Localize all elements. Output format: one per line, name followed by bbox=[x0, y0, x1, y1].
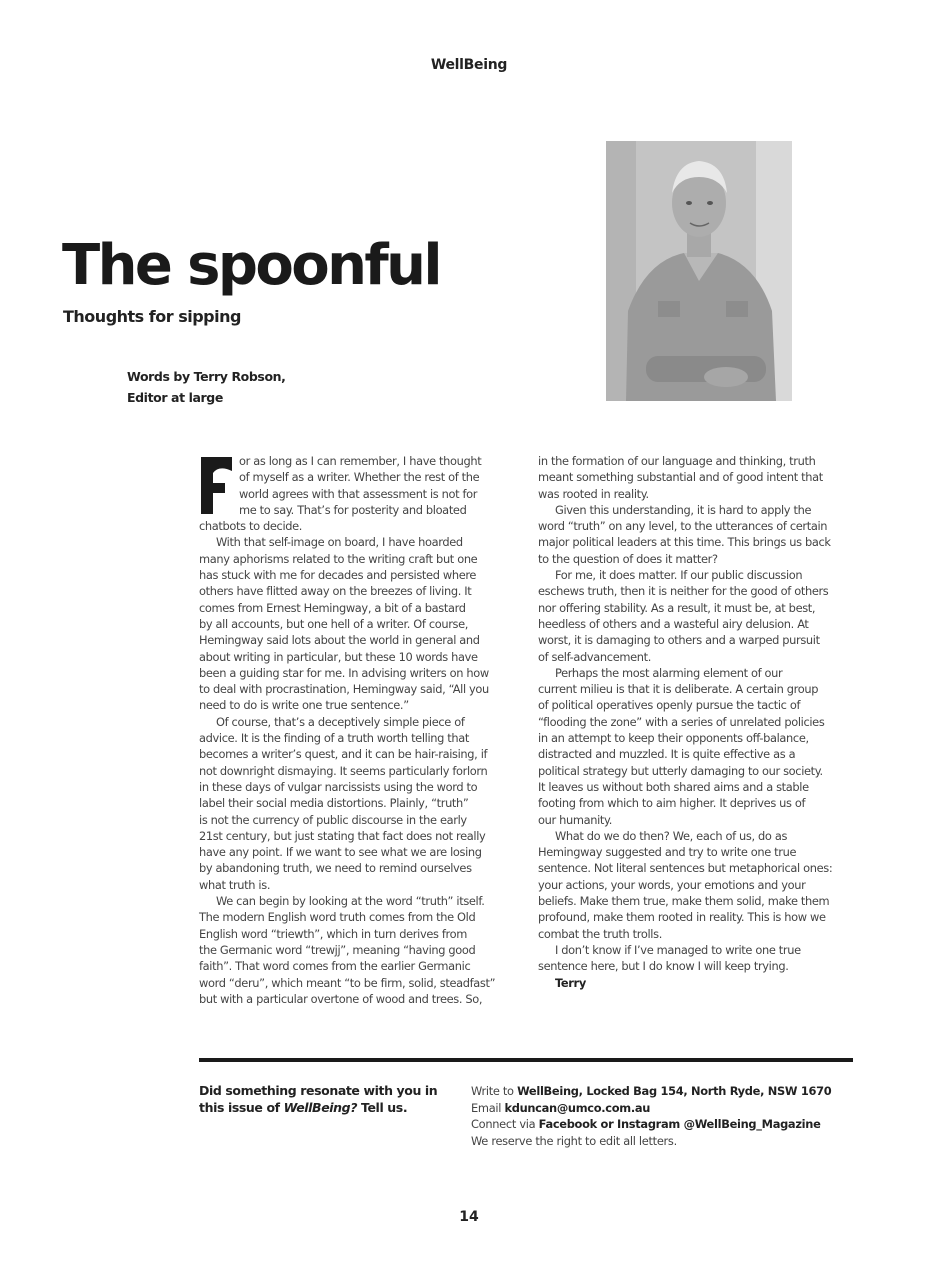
feedback-prompt bbox=[199, 1083, 449, 1116]
body-line: sentence here, but I do know I will keep trying. bbox=[538, 959, 789, 974]
byline-role: Editor at large bbox=[127, 390, 223, 405]
body-column-left bbox=[199, 453, 515, 1007]
body-line: meant something substantial and of good intent that bbox=[538, 470, 823, 485]
author-signature: Terry bbox=[555, 975, 586, 990]
body-line: nor offering stability. As a result, it must be, at best, bbox=[538, 600, 816, 615]
body-line: word “deru”, which meant “to be firm, solid, steadfast” bbox=[199, 975, 496, 990]
body-line: to deal with procrastination, Hemingway said, “All you bbox=[199, 682, 489, 697]
prompt-prefix: this issue of bbox=[199, 1099, 284, 1115]
body-line: to the question of does it matter? bbox=[538, 551, 718, 566]
email-label: Email bbox=[471, 1100, 505, 1115]
page-number: 14 bbox=[459, 1209, 479, 1225]
body-line: of myself as a writer. Whether the rest of the bbox=[239, 470, 480, 485]
body-line: chatbots to decide. bbox=[199, 519, 303, 534]
body-line: been a guiding star for me. In advising writers on how bbox=[199, 665, 489, 680]
body-line: combat the truth trolls. bbox=[538, 926, 662, 941]
body-line: in these days of vulgar narcissists using the word to bbox=[199, 779, 478, 794]
body-line: Given this understanding, it is hard to apply the bbox=[555, 502, 812, 517]
article-title: The spoonful bbox=[62, 233, 440, 298]
body-line: footing from which to aim higher. It deprives us of bbox=[538, 796, 806, 811]
body-line: your actions, your words, your emotions and your bbox=[538, 877, 806, 892]
body-line: or as long as I can remember, I have thought bbox=[239, 454, 482, 468]
body-line: political strategy but utterly damaging to our society. bbox=[538, 763, 823, 778]
contact-social-line bbox=[471, 1116, 831, 1133]
body-line: Of course, that’s a deceptively simple piece of bbox=[216, 714, 465, 729]
prompt-line-2 bbox=[199, 1100, 449, 1117]
article-byline bbox=[127, 366, 286, 408]
magazine-masthead: WellBeing bbox=[430, 57, 508, 73]
body-line: many aphorisms related to the writing craft but one bbox=[199, 551, 478, 566]
body-line: becomes a writer’s quest, and it can be hair-raising, if bbox=[199, 747, 488, 762]
body-line: sentence. Not literal sentences but metaphorical ones: bbox=[538, 861, 833, 876]
body-line: What do we do then? We, each of us, do as bbox=[555, 828, 788, 843]
author-photo bbox=[606, 141, 792, 401]
body-line: faith”. That word comes from the earlier Germanic bbox=[199, 959, 471, 974]
article-subtitle: Thoughts for sipping bbox=[63, 307, 241, 326]
body-column-right bbox=[538, 453, 854, 991]
body-line: comes from Ernest Hemingway, a bit of a bastard bbox=[199, 600, 466, 615]
mailing-address: WellBeing, Locked Bag 154, North Ryde, NSW 1670 bbox=[517, 1084, 832, 1098]
connect-label: Connect via bbox=[471, 1117, 539, 1131]
body-line: by abandoning truth, we need to remind ourselves bbox=[199, 861, 472, 876]
body-line: by all accounts, but one hell of a writer. Of course, bbox=[199, 616, 469, 631]
body-line: have any point. If we want to see what we are losing bbox=[199, 845, 482, 860]
contact-email-line bbox=[471, 1100, 831, 1117]
body-line: heedless of others and a wasteful airy delusion. At bbox=[538, 616, 809, 631]
body-line: in the formation of our language and thinking, truth bbox=[538, 454, 816, 468]
body-line: is not the currency of public discourse in the early bbox=[199, 812, 467, 827]
body-line: 21st century, but just stating that fact does not really bbox=[199, 828, 486, 843]
prompt-suffix: Tell us. bbox=[357, 1099, 408, 1115]
body-line: profound, make them rooted in reality. This is how we bbox=[538, 910, 826, 925]
body-line: worst, it is damaging to others and a warped pursuit bbox=[538, 633, 820, 648]
body-line: distracted and muzzled. It is quite effective as a bbox=[538, 747, 796, 762]
body-line: the Germanic word “trewjj”, meaning “having good bbox=[199, 942, 476, 957]
byline-author: Words by Terry Robson, bbox=[127, 369, 286, 384]
email-address-link[interactable]: kduncan@umco.com.au bbox=[504, 1100, 651, 1115]
body-line: We can begin by looking at the word “truth” itself. bbox=[216, 894, 485, 909]
editorial-disclaimer: We reserve the right to edit all letters. bbox=[471, 1133, 677, 1148]
body-line: but with a particular overtone of wood and trees. So, bbox=[199, 991, 483, 1006]
body-line: others have flitted away on the breezes of living. It bbox=[199, 584, 472, 599]
body-line: world agrees with that assessment is not for bbox=[239, 486, 478, 501]
body-line: of political operatives openly pursue the tactic of bbox=[538, 698, 801, 713]
body-line: has stuck with me for decades and persisted where bbox=[199, 568, 477, 583]
body-line: I don’t know if I’ve managed to write one true bbox=[555, 942, 801, 957]
body-line: Hemingway said lots about the world in general and bbox=[199, 633, 480, 648]
write-label: Write to bbox=[471, 1084, 518, 1098]
prompt-magazine-name: WellBeing? bbox=[283, 1099, 358, 1115]
body-line: what truth is. bbox=[199, 877, 271, 892]
social-channels[interactable]: Facebook or Instagram @WellBeing_Magazine bbox=[538, 1117, 821, 1131]
body-line: For me, it does matter. If our public discussion bbox=[555, 568, 803, 583]
body-line: The modern English word truth comes from the Old bbox=[199, 910, 476, 925]
body-line: eschews truth, then it is neither for the good of others bbox=[538, 584, 829, 599]
body-line: of self-advancement. bbox=[538, 649, 652, 664]
body-line: in an attempt to keep their opponents off-balance, bbox=[538, 731, 809, 746]
prompt-line-1: Did something resonate with you in bbox=[199, 1083, 438, 1098]
body-line: not downright dismaying. It seems particularly forlorn bbox=[199, 763, 488, 778]
body-line: current milieu is that it is deliberate. A certain group bbox=[538, 682, 819, 697]
body-line: English word “triewth”, which in turn derives from bbox=[199, 926, 467, 941]
body-line: label their social media distortions. Plainly, “truth” bbox=[199, 796, 469, 811]
body-line: It leaves us without both shared aims and a stable bbox=[538, 779, 809, 794]
body-line: was rooted in reality. bbox=[538, 486, 649, 501]
body-line: “flooding the zone” with a series of unrelated policies bbox=[538, 714, 825, 729]
body-line: about writing in particular, but these 10 words have bbox=[199, 649, 478, 664]
contact-write-line bbox=[471, 1083, 831, 1100]
body-line: beliefs. Make them true, make them solid, make them bbox=[538, 894, 830, 909]
body-line: With that self-image on board, I have hoarded bbox=[216, 535, 463, 550]
body-line: Hemingway suggested and try to write one true bbox=[538, 845, 797, 860]
body-line: major political leaders at this time. This brings us back bbox=[538, 535, 831, 550]
body-line: word “truth” on any level, to the utterances of certain bbox=[538, 519, 828, 534]
body-line: Perhaps the most alarming element of our bbox=[555, 665, 783, 680]
body-line: our humanity. bbox=[538, 812, 613, 827]
author-portrait-image bbox=[606, 141, 792, 401]
contact-details bbox=[471, 1083, 831, 1149]
footer-divider bbox=[199, 1058, 853, 1062]
body-line: advice. It is the finding of a truth worth telling that bbox=[199, 731, 470, 746]
body-line: need to do is write one true sentence.” bbox=[199, 698, 409, 713]
body-line: me to say. That’s for posterity and bloated bbox=[239, 502, 467, 517]
